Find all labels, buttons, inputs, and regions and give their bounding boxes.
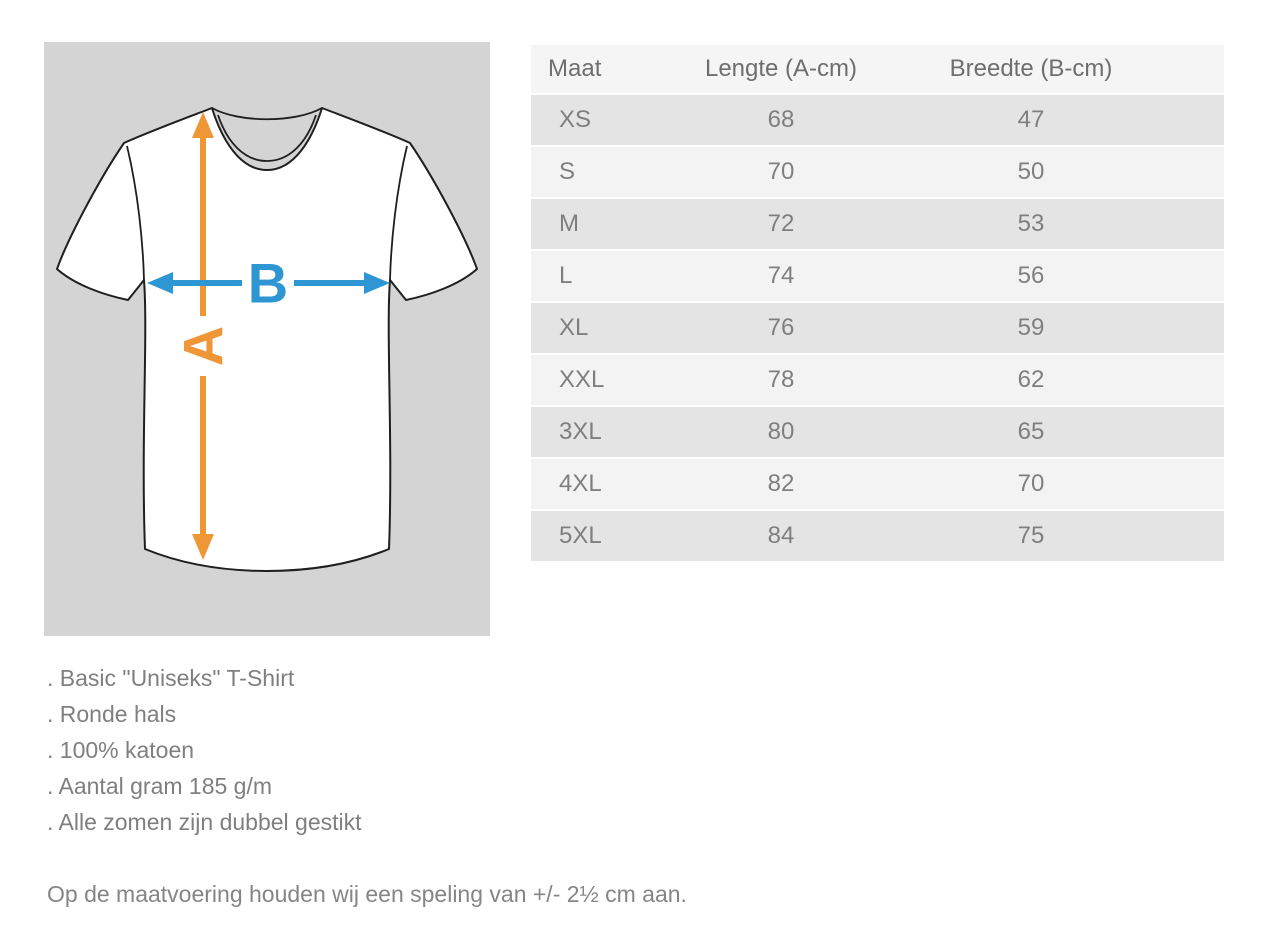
- table-row: [531, 355, 1224, 405]
- column-header-maat: Maat: [548, 55, 602, 82]
- length-cell: 74: [767, 262, 795, 289]
- feature-item: . 100% katoen: [47, 737, 195, 763]
- length-cell: 76: [767, 314, 795, 341]
- table-row: [531, 199, 1224, 249]
- table-row: [531, 407, 1224, 457]
- width-cell: 53: [1017, 210, 1045, 237]
- length-cell: 82: [767, 470, 795, 497]
- size-cell: 5XL: [559, 522, 602, 549]
- tshirt-diagram-svg: [44, 42, 490, 636]
- size-cell: 4XL: [559, 470, 602, 497]
- table-row: [531, 147, 1224, 197]
- width-cell: 65: [1017, 418, 1045, 445]
- width-cell: 50: [1017, 158, 1045, 185]
- size-cell: 3XL: [559, 418, 602, 445]
- tshirt-measurement-diagram: [44, 42, 490, 636]
- length-cell: 72: [767, 210, 795, 237]
- size-table: [531, 45, 1224, 563]
- feature-item: . Basic "Uniseks" T-Shirt: [47, 665, 295, 691]
- feature-item: . Ronde hals: [47, 701, 177, 727]
- size-cell: M: [559, 210, 579, 237]
- length-cell: 70: [767, 158, 795, 185]
- table-row: [531, 95, 1224, 145]
- width-cell: 56: [1017, 262, 1045, 289]
- length-cell: 80: [767, 418, 795, 445]
- size-table-header: [531, 45, 1224, 93]
- width-cell: 62: [1017, 366, 1045, 393]
- size-cell: L: [559, 262, 573, 289]
- table-row: [531, 303, 1224, 353]
- length-cell: 78: [767, 366, 795, 393]
- table-row: [531, 511, 1224, 561]
- table-row: [531, 459, 1224, 509]
- width-cell: 75: [1017, 522, 1045, 549]
- length-cell: 84: [767, 522, 795, 549]
- size-cell: S: [559, 158, 576, 185]
- width-cell: 47: [1017, 106, 1045, 133]
- length-label-a: A: [171, 325, 235, 367]
- product-features-list: [47, 660, 362, 840]
- width-cell: 59: [1017, 314, 1045, 341]
- size-cell: XL: [559, 314, 589, 341]
- collar-back-line: [212, 108, 322, 119]
- length-cell: 68: [767, 106, 795, 133]
- feature-item: . Aantal gram 185 g/m: [47, 773, 273, 799]
- width-cell: 70: [1017, 470, 1045, 497]
- tshirt-shape: [57, 108, 477, 571]
- column-header-breedte: Breedte (B-cm): [949, 55, 1113, 82]
- column-header-lengte: Lengte (A-cm): [704, 55, 858, 82]
- sizing-tolerance-note: Op de maatvoering houden wij een speling van +/- 2½ cm aan.: [47, 881, 687, 907]
- feature-item: . Alle zomen zijn dubbel gestikt: [47, 809, 362, 835]
- size-cell: XXL: [559, 366, 605, 393]
- width-label-b: B: [247, 251, 289, 315]
- size-cell: XS: [559, 106, 592, 133]
- table-row: [531, 251, 1224, 301]
